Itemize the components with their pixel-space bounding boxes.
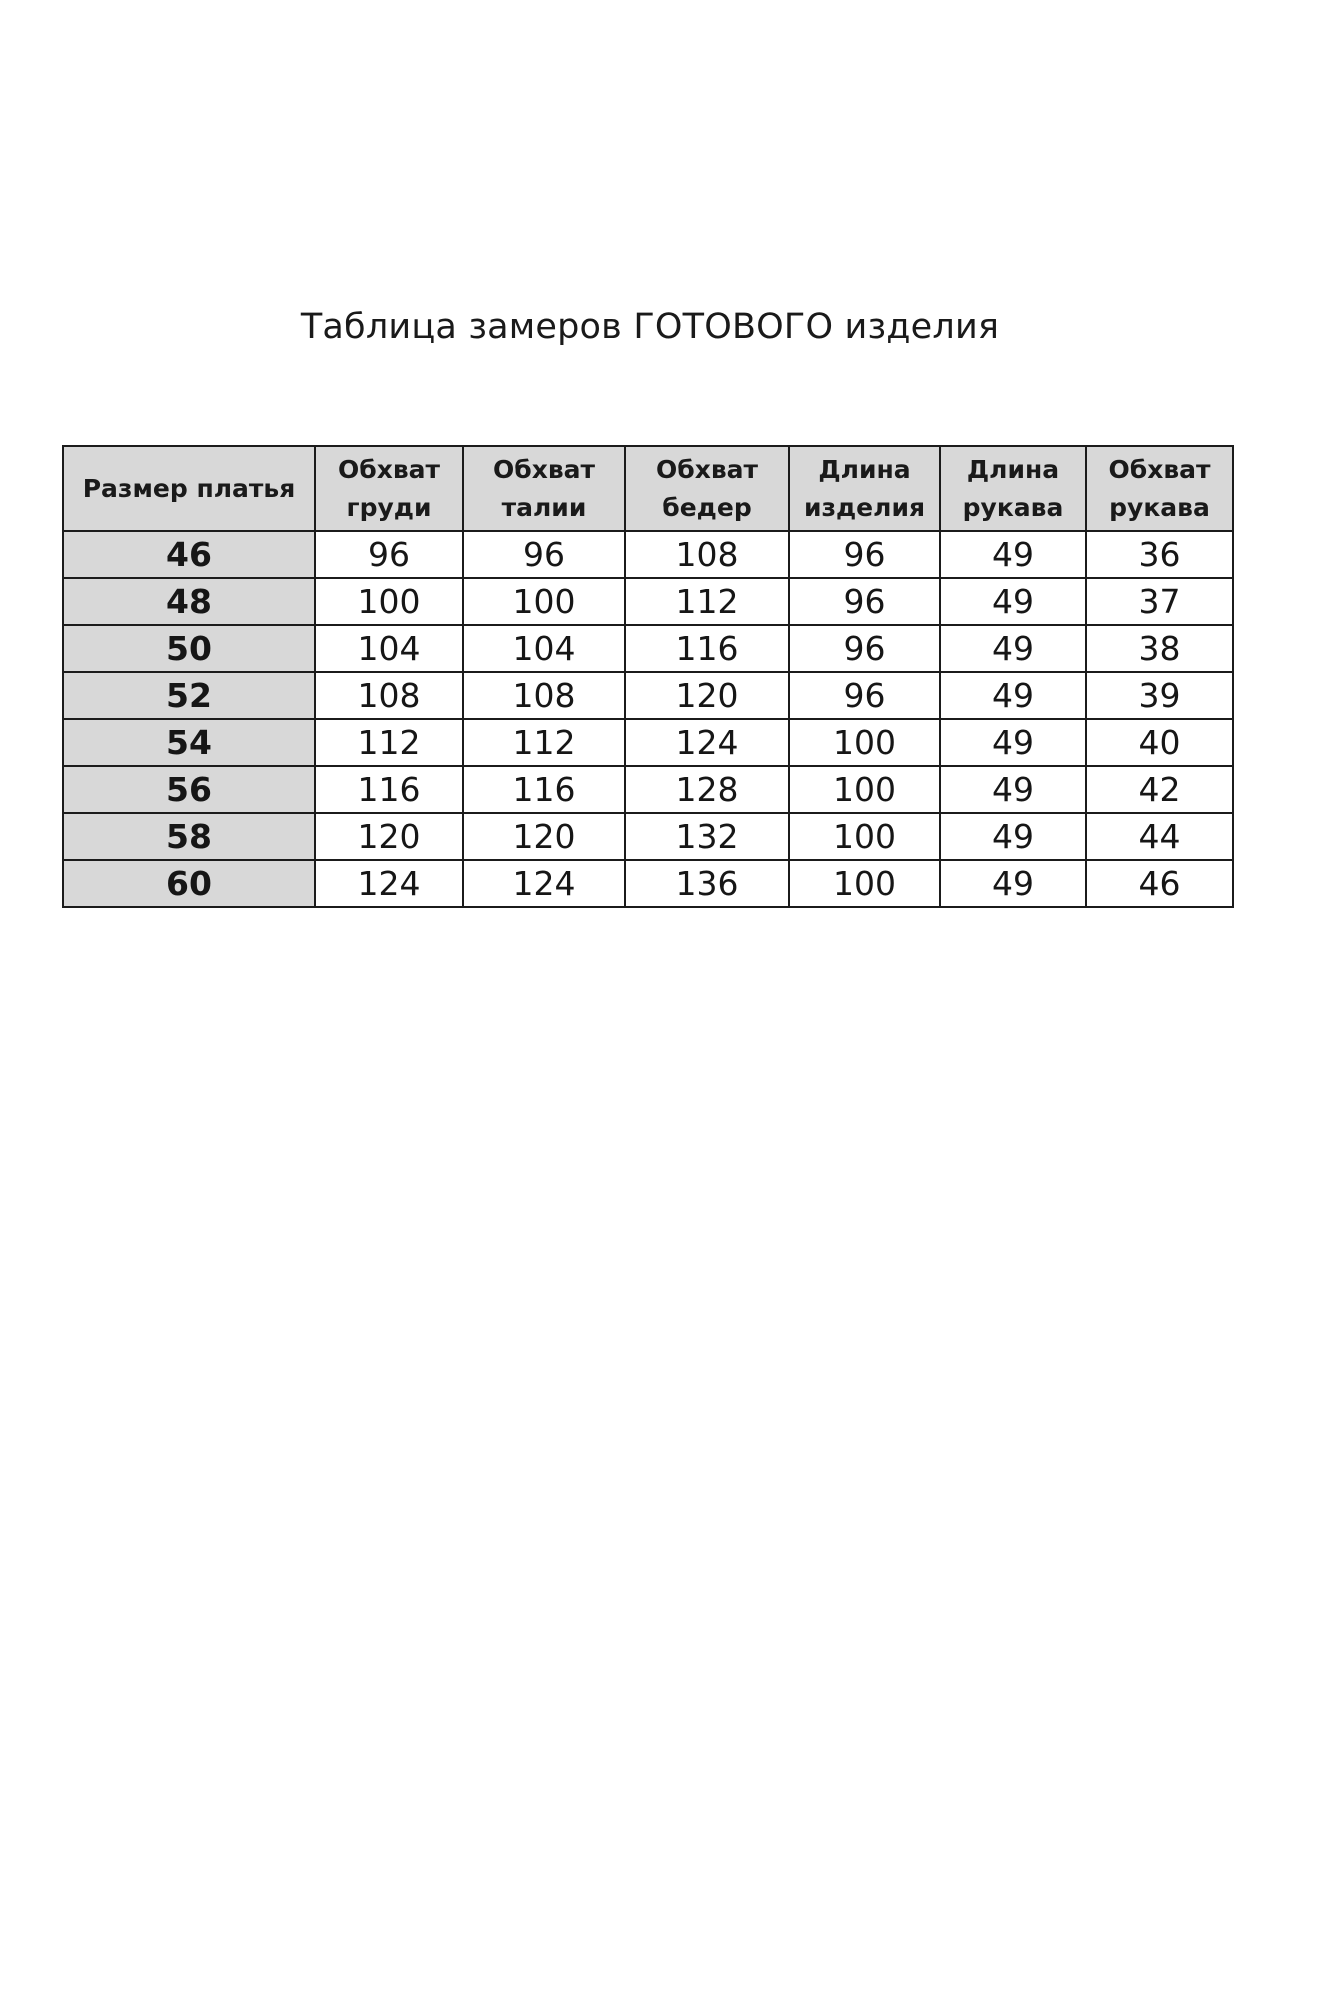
measurement-cell: 96 [315,531,463,578]
header-line: рукава [1109,492,1210,522]
measurement-cell: 124 [315,860,463,907]
measurement-cell: 49 [940,719,1086,766]
header-bust [315,446,463,531]
table-row [63,766,1233,813]
size-cell: 58 [63,813,315,860]
measurement-cell: 100 [315,578,463,625]
header-hips [625,446,789,531]
measurement-cell: 112 [463,719,625,766]
header-line: Обхват [337,454,440,484]
measurement-cell: 108 [625,531,789,578]
header-line: изделия [803,492,926,522]
header-line: груди [346,492,432,522]
header-line: Длина [818,454,911,484]
table-row [63,860,1233,907]
measurement-cell: 49 [940,672,1086,719]
measurement-cell: 49 [940,766,1086,813]
size-cell: 48 [63,578,315,625]
measurement-cell: 116 [625,625,789,672]
measurement-cell: 49 [940,625,1086,672]
measurement-cell: 112 [315,719,463,766]
measurement-cell: 36 [1086,531,1233,578]
measurement-cell: 124 [625,719,789,766]
measurement-cell: 104 [463,625,625,672]
measurement-cell: 132 [625,813,789,860]
measurement-cell: 46 [1086,860,1233,907]
measurement-cell: 49 [940,578,1086,625]
header-line: Обхват [492,454,595,484]
measurement-cell: 120 [463,813,625,860]
table-row [63,578,1233,625]
table-row [63,625,1233,672]
header-garment-length [789,446,940,531]
measurement-cell: 96 [789,531,940,578]
header-sleeve-girth [1086,446,1233,531]
size-cell: 56 [63,766,315,813]
header-line: Длина [966,454,1060,484]
page-title: Таблица замеров ГОТОВОГО изделия [300,307,1000,347]
measurement-cell: 49 [940,860,1086,907]
measurement-cell: 96 [463,531,625,578]
size-cell: 50 [63,625,315,672]
table-row [63,531,1233,578]
measurement-cell: 96 [789,625,940,672]
header-line: Обхват [1108,454,1211,484]
measurement-cell: 112 [625,578,789,625]
header-line: Обхват [655,454,758,484]
measurement-cell: 128 [625,766,789,813]
header-line: талии [501,492,587,522]
header-waist [463,446,625,531]
size-cell: 54 [63,719,315,766]
table-row [63,813,1233,860]
measurement-cell: 96 [789,672,940,719]
measurement-cell: 104 [315,625,463,672]
measurement-cell: 96 [789,578,940,625]
size-cell: 52 [63,672,315,719]
size-table-body [63,531,1233,907]
measurement-cell: 116 [315,766,463,813]
table-row [63,719,1233,766]
table-row [63,672,1233,719]
measurement-cell: 37 [1086,578,1233,625]
size-cell: 60 [63,860,315,907]
measurement-cell: 40 [1086,719,1233,766]
measurement-cell: 100 [789,813,940,860]
header-dress-size [63,446,315,531]
measurement-cell: 136 [625,860,789,907]
header-sleeve-length [940,446,1086,531]
measurement-cell: 38 [1086,625,1233,672]
measurement-cell: 108 [315,672,463,719]
size-table-header [63,446,1233,531]
measurement-cell: 100 [789,766,940,813]
measurement-cell: 120 [315,813,463,860]
measurement-cell: 120 [625,672,789,719]
measurement-cell: 42 [1086,766,1233,813]
size-cell: 46 [63,531,315,578]
measurement-cell: 49 [940,813,1086,860]
header-row [63,446,1233,531]
measurement-cell: 124 [463,860,625,907]
measurement-cell: 49 [940,531,1086,578]
measurement-cell: 44 [1086,813,1233,860]
header-line: рукава [962,492,1064,522]
measurement-cell: 108 [463,672,625,719]
measurement-cell: 100 [463,578,625,625]
header-line: Размер платья [82,473,296,503]
measurement-cell: 39 [1086,672,1233,719]
measurement-cell: 100 [789,719,940,766]
header-line: бедер [662,492,752,522]
measurement-cell: 116 [463,766,625,813]
measurement-cell: 100 [789,860,940,907]
size-table [62,445,1234,908]
